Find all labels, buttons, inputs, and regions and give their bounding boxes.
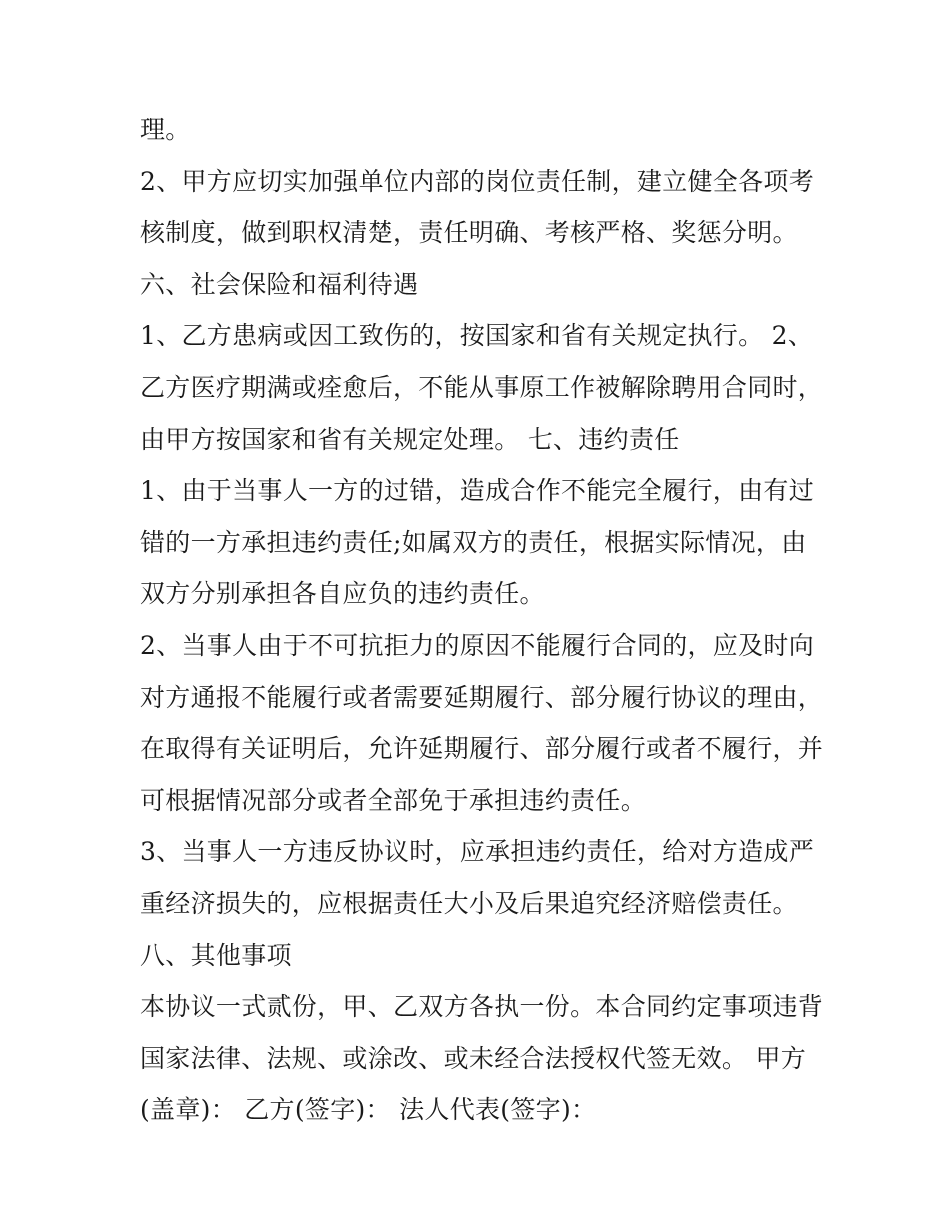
text-line: 国家法律、法规、或涂改、或未经合法授权代签无效。 甲方 [140,1043,807,1073]
section-heading: 六、社会保险和福利待遇 [140,269,419,299]
text-line: 由甲方按国家和省有关规定处理。 七、违约责任 [140,424,680,454]
text-line: 1、乙方患病或因工致伤的，按国家和省有关规定执行。 2、 [140,321,814,351]
text-line: 重经济损失的，应根据责任大小及后果追究经济赔偿责任。 [140,888,798,918]
text-line: 2、当事人由于不可抗拒力的原因不能履行合同的，应及时向 [140,630,815,660]
text-line: 乙方医疗期满或痊愈后，不能从事原工作被解除聘用合同时， [140,372,824,402]
text-line: 核制度，做到职权清楚，责任明确、考核严格、奖惩分明。 [140,218,798,248]
text-line: 1、由于当事人一方的过错，造成合作不能完全履行，由有过 [140,476,815,506]
text-line: 错的一方承担违约责任;如属双方的责任，根据实际情况，由 [140,527,807,557]
text-line: 本协议一式贰份，甲、乙双方各执一份。本合同约定事项违背 [140,992,824,1022]
contract-text [140,104,840,1136]
text-line: 对方通报不能履行或者需要延期履行、部分履行协议的理由， [140,682,824,712]
text-line: 3、当事人一方违反协议时，应承担违约责任，给对方造成严 [140,837,815,867]
text-line: 在取得有关证明后，允许延期履行、部分履行或者不履行，并 [140,734,824,764]
section-heading: 八、其他事项 [140,940,292,970]
signature-line: (盖章)： 乙方(签字)： 法人代表(签字)： [140,1095,597,1125]
text-line: 双方分别承担各自应负的违约责任。 [140,579,545,609]
text-line: 理。 [140,115,191,144]
text-line: 2、甲方应切实加强单位内部的岗位责任制，建立健全各项考 [140,166,815,196]
text-line: 可根据情况部分或者全部免于承担违约责任。 [140,785,647,815]
